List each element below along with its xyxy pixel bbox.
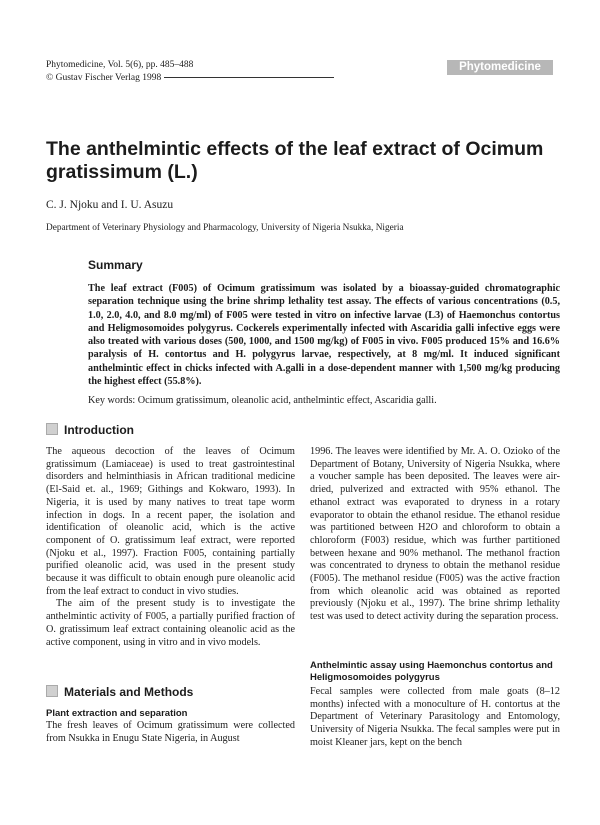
plant-extraction-heading: Plant extraction and separation xyxy=(46,708,188,719)
summary-heading: Summary xyxy=(88,258,143,272)
author-affiliation: Department of Veterinary Physiology and Pharmacology, University of Nigeria Nsukka, Nigeria xyxy=(46,223,404,233)
journal-publisher-line xyxy=(46,72,334,85)
anthelmintic-assay-heading: Anthelmintic assay using Haemonchus contortus and Heligmosomoides polygyrus xyxy=(310,660,553,683)
article-authors: C. J. Njoku and I. U. Asuzu xyxy=(46,199,174,211)
methods-heading-text: Materials and Methods xyxy=(64,685,194,699)
introduction-text xyxy=(46,446,295,649)
publisher-text: © Gustav Fischer Verlag 1998 xyxy=(46,73,162,83)
introduction-heading xyxy=(46,423,134,437)
plant-extraction-text: The fresh leaves of Ocimum gratissimum were collected from Nsukka in Enugu State Nigeria, in August xyxy=(46,720,295,744)
journal-logo: Phytomedicine xyxy=(447,60,553,75)
section-marker-icon xyxy=(46,685,58,697)
summary-text: The leaf extract (F005) of Ocimum gratissimum was isolated by a bioassay-guided chromatographic separation technique using the brine shrimp lethality test assay. The effects of various concentrations (0.5, 1.0, 2.0, 4.0, and 8.0 mg/ml) of F005 were tested in vitro on infective larvae (L3) of Haemonchus contortus and Heligmosomoides polygyrus. Cockerels experimentally infected with Ascaridia galli infective eggs were also treated with various doses (500, 1000, and 1500 mg/kg) of F005 in vivo. F005 produced 15% and 16.6% paralysis of H. contortus and H. polygyrus larvae, respectively, at 8 mg/ml. It induced significant anthelmintic effect in chicks infected with A.galli in a dose-dependent manner with 1,500 mg/kg producing the highest effect (55.8%). xyxy=(88,283,560,388)
introduction-paragraph-2: The aim of the present study is to investigate the anthelmintic activity of F005, a partially purified fraction of O. gratissimum leaf extract containing oleanolic acid as the active component, using in vitro and in vivo models. xyxy=(46,598,295,648)
header-rule xyxy=(164,77,334,78)
article-title: The anthelmintic effects of the leaf extract of Ocimum gratissimum (L.) xyxy=(46,138,544,183)
anthelmintic-assay-text: Fecal samples were collected from male goats (8–12 months) infected with a monoculture of H. contortus at the Department of Veterinary Parasitology and Entomology, University of Nigeria Nsukka. The fecal samples were put in moist Kleaner jars, kept on the bench xyxy=(310,686,560,748)
journal-citation xyxy=(46,59,334,85)
introduction-paragraph-1: The aqueous decoction of the leaves of Ocimum gratissimum (Lamiaceae) is used to treat gastrointestinal disorders and helminthiasis in African traditional medicine (El-Said et. al., 1969; Githings and Kokwaro, 1993). In Nigeria, it is used by many natives to treat tape worm infection in dogs. In a recent paper, the isolation and identification of oleanolic acid, which is the active component of O. gratissimum leaf extract, were reported (Njoku et al., 1997). Fraction F005, containing partially purified oleanolic acid, was used in the present study because it was difficult to obtain enough pure oleanolic acid from the leaf extract to conduct in vivo studies. xyxy=(46,446,295,597)
methods-heading xyxy=(46,685,193,699)
methods-continued-text: 1996. The leaves were identified by Mr. A. O. Ozioko of the Department of Botany, University of Nigeria Nsukka, where a voucher sample has been deposited. The leaves were air-dried, pulverized and extracted with 95% ethanol. The ethanol extract was evaporated to dryness in a rotary evaporator to obtain the ethanol residue. The ethanol residue was partitioned between H2O and chloroform to obtain a chloroform (F003) residue, which was further partitioned between hexane and 90% methanol. The methanol fraction was concentrated to dryness to obtain the methanol residue (F005). The methanol residue (F005) was the active fraction from which oleanolic acid was obtained as reported previously (Njoku et al., 1997). The brine shrimp lethality test was used to detect activity during the separation process. xyxy=(310,446,560,623)
introduction-heading-text: Introduction xyxy=(64,423,134,437)
section-marker-icon xyxy=(46,423,58,435)
journal-volume-line: Phytomedicine, Vol. 5(6), pp. 485–488 xyxy=(46,60,194,70)
keywords: Key words: Ocimum gratissimum, oleanolic acid, anthelmintic effect, Ascaridia galli. xyxy=(88,395,437,406)
